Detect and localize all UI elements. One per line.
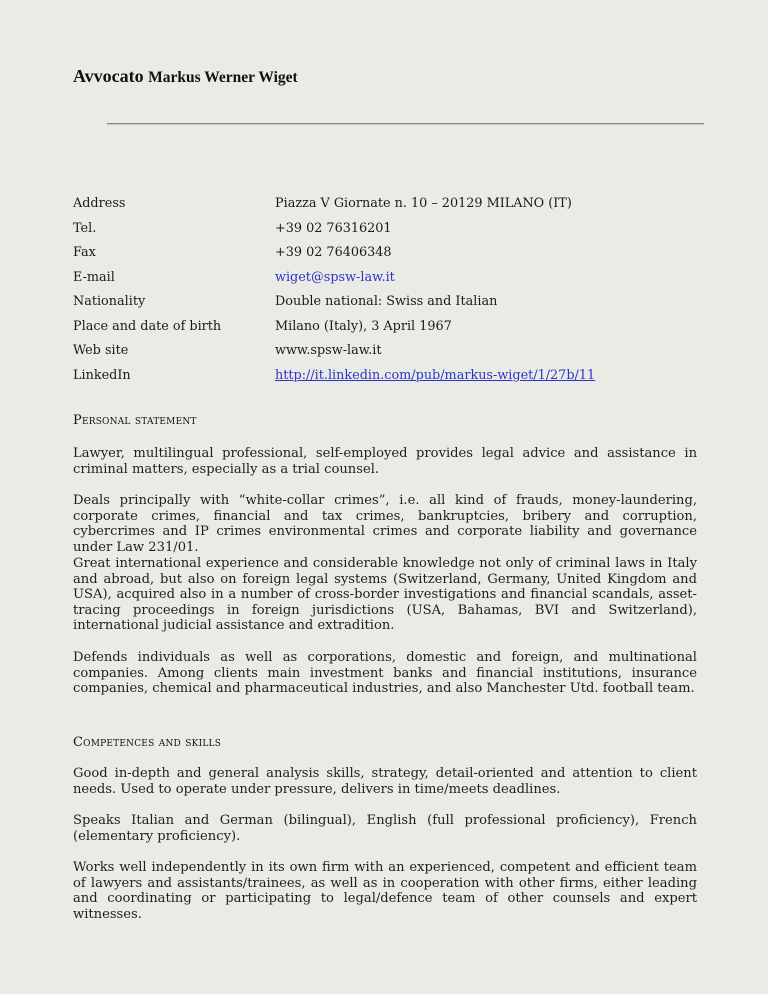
- contact-row-website: [73, 343, 713, 368]
- contact-value: +39 02 76316201: [275, 220, 392, 236]
- contact-label: Fax: [73, 245, 96, 260]
- contact-label: Address: [73, 196, 126, 211]
- contact-row-email: [73, 270, 713, 295]
- contact-label: Place and date of birth: [73, 318, 222, 334]
- linkedin-link[interactable]: http://it.linkedin.com/pub/markus-wiget/1/27b/11: [275, 367, 596, 383]
- statement-paragraph: Great international experience and considerable knowledge not only of criminal laws in Italy and abroad, but also on foreign legal systems (Switzerland, Germany, United Kingdom and USA), acquired also in a number of cross-border investigations and financial scandals, asset-tracing proceedings in foreign jurisdictions (USA, Bahamas, BVI and Switzerland), international judicial assistance and extradition.: [73, 556, 697, 634]
- statement-paragraph: Defends individuals as well as corporations, domestic and foreign, and multinational companies. Among clients main investment banks and financial institutions, insurance companies, chemical and pharmaceutical industries, and also Manchester Utd. football team.: [73, 650, 697, 697]
- contact-value: Double national: Swiss and Italian: [275, 294, 498, 309]
- contact-label: Tel.: [73, 220, 97, 236]
- contact-label: Web site: [73, 343, 129, 358]
- contact-value: Milano (Italy), 3 April 1967: [275, 318, 452, 334]
- competence-paragraph: Speaks Italian and German (bilingual), English (full professional proficiency), French (elementary proficiency).: [73, 813, 697, 844]
- contact-label: Nationality: [73, 294, 146, 309]
- contact-row-nationality: [73, 294, 713, 319]
- section-heading-competences: Competences and skills: [73, 735, 222, 750]
- contact-table: [73, 196, 713, 392]
- contact-value: +39 02 76406348: [275, 245, 392, 260]
- competence-paragraph: Good in-depth and general analysis skills, strategy, detail-oriented and attention to client needs. Used to operate under pressure, delivers in time/meets deadlines.: [73, 766, 697, 797]
- title-prefix: Avvocato: [73, 66, 144, 86]
- section-heading-personal-statement: Personal statement: [73, 413, 197, 428]
- contact-row-birth: [73, 319, 713, 344]
- title-divider: [107, 123, 704, 124]
- competence-paragraph: Works well independently in its own firm with an experienced, competent and efficient team of lawyers and assistants/trainees, as well as in cooperation with other firms, either leading and coordinating or participating to legal/defence team of other counsels and expert witnesses.: [73, 860, 697, 922]
- contact-label: E-mail: [73, 269, 115, 285]
- website-text: www.spsw-law.it: [275, 343, 382, 358]
- contact-row-fax: [73, 245, 713, 270]
- page-title: [73, 66, 298, 87]
- title-name: Markus Werner Wiget: [148, 69, 298, 86]
- contact-row-tel: [73, 221, 713, 246]
- statement-paragraph: Lawyer, multilingual professional, self-employed provides legal advice and assistance in criminal matters, especially as a trial counsel.: [73, 446, 697, 477]
- contact-row-linkedin: [73, 368, 713, 393]
- contact-row-address: [73, 196, 713, 221]
- contact-value: Piazza V Giornate n. 10 – 20129 MILANO (IT): [275, 196, 572, 211]
- email-link[interactable]: wiget@spsw-law.it: [275, 269, 395, 285]
- statement-paragraph: Deals principally with “white-collar crimes”, i.e. all kind of frauds, money-laundering, corporate crimes, financial and tax crimes, bankruptcies, bribery and corruption, cybercrimes and IP crimes environmental crimes and corporate liability and governance under Law 231/01.: [73, 493, 697, 555]
- contact-label: LinkedIn: [73, 367, 131, 383]
